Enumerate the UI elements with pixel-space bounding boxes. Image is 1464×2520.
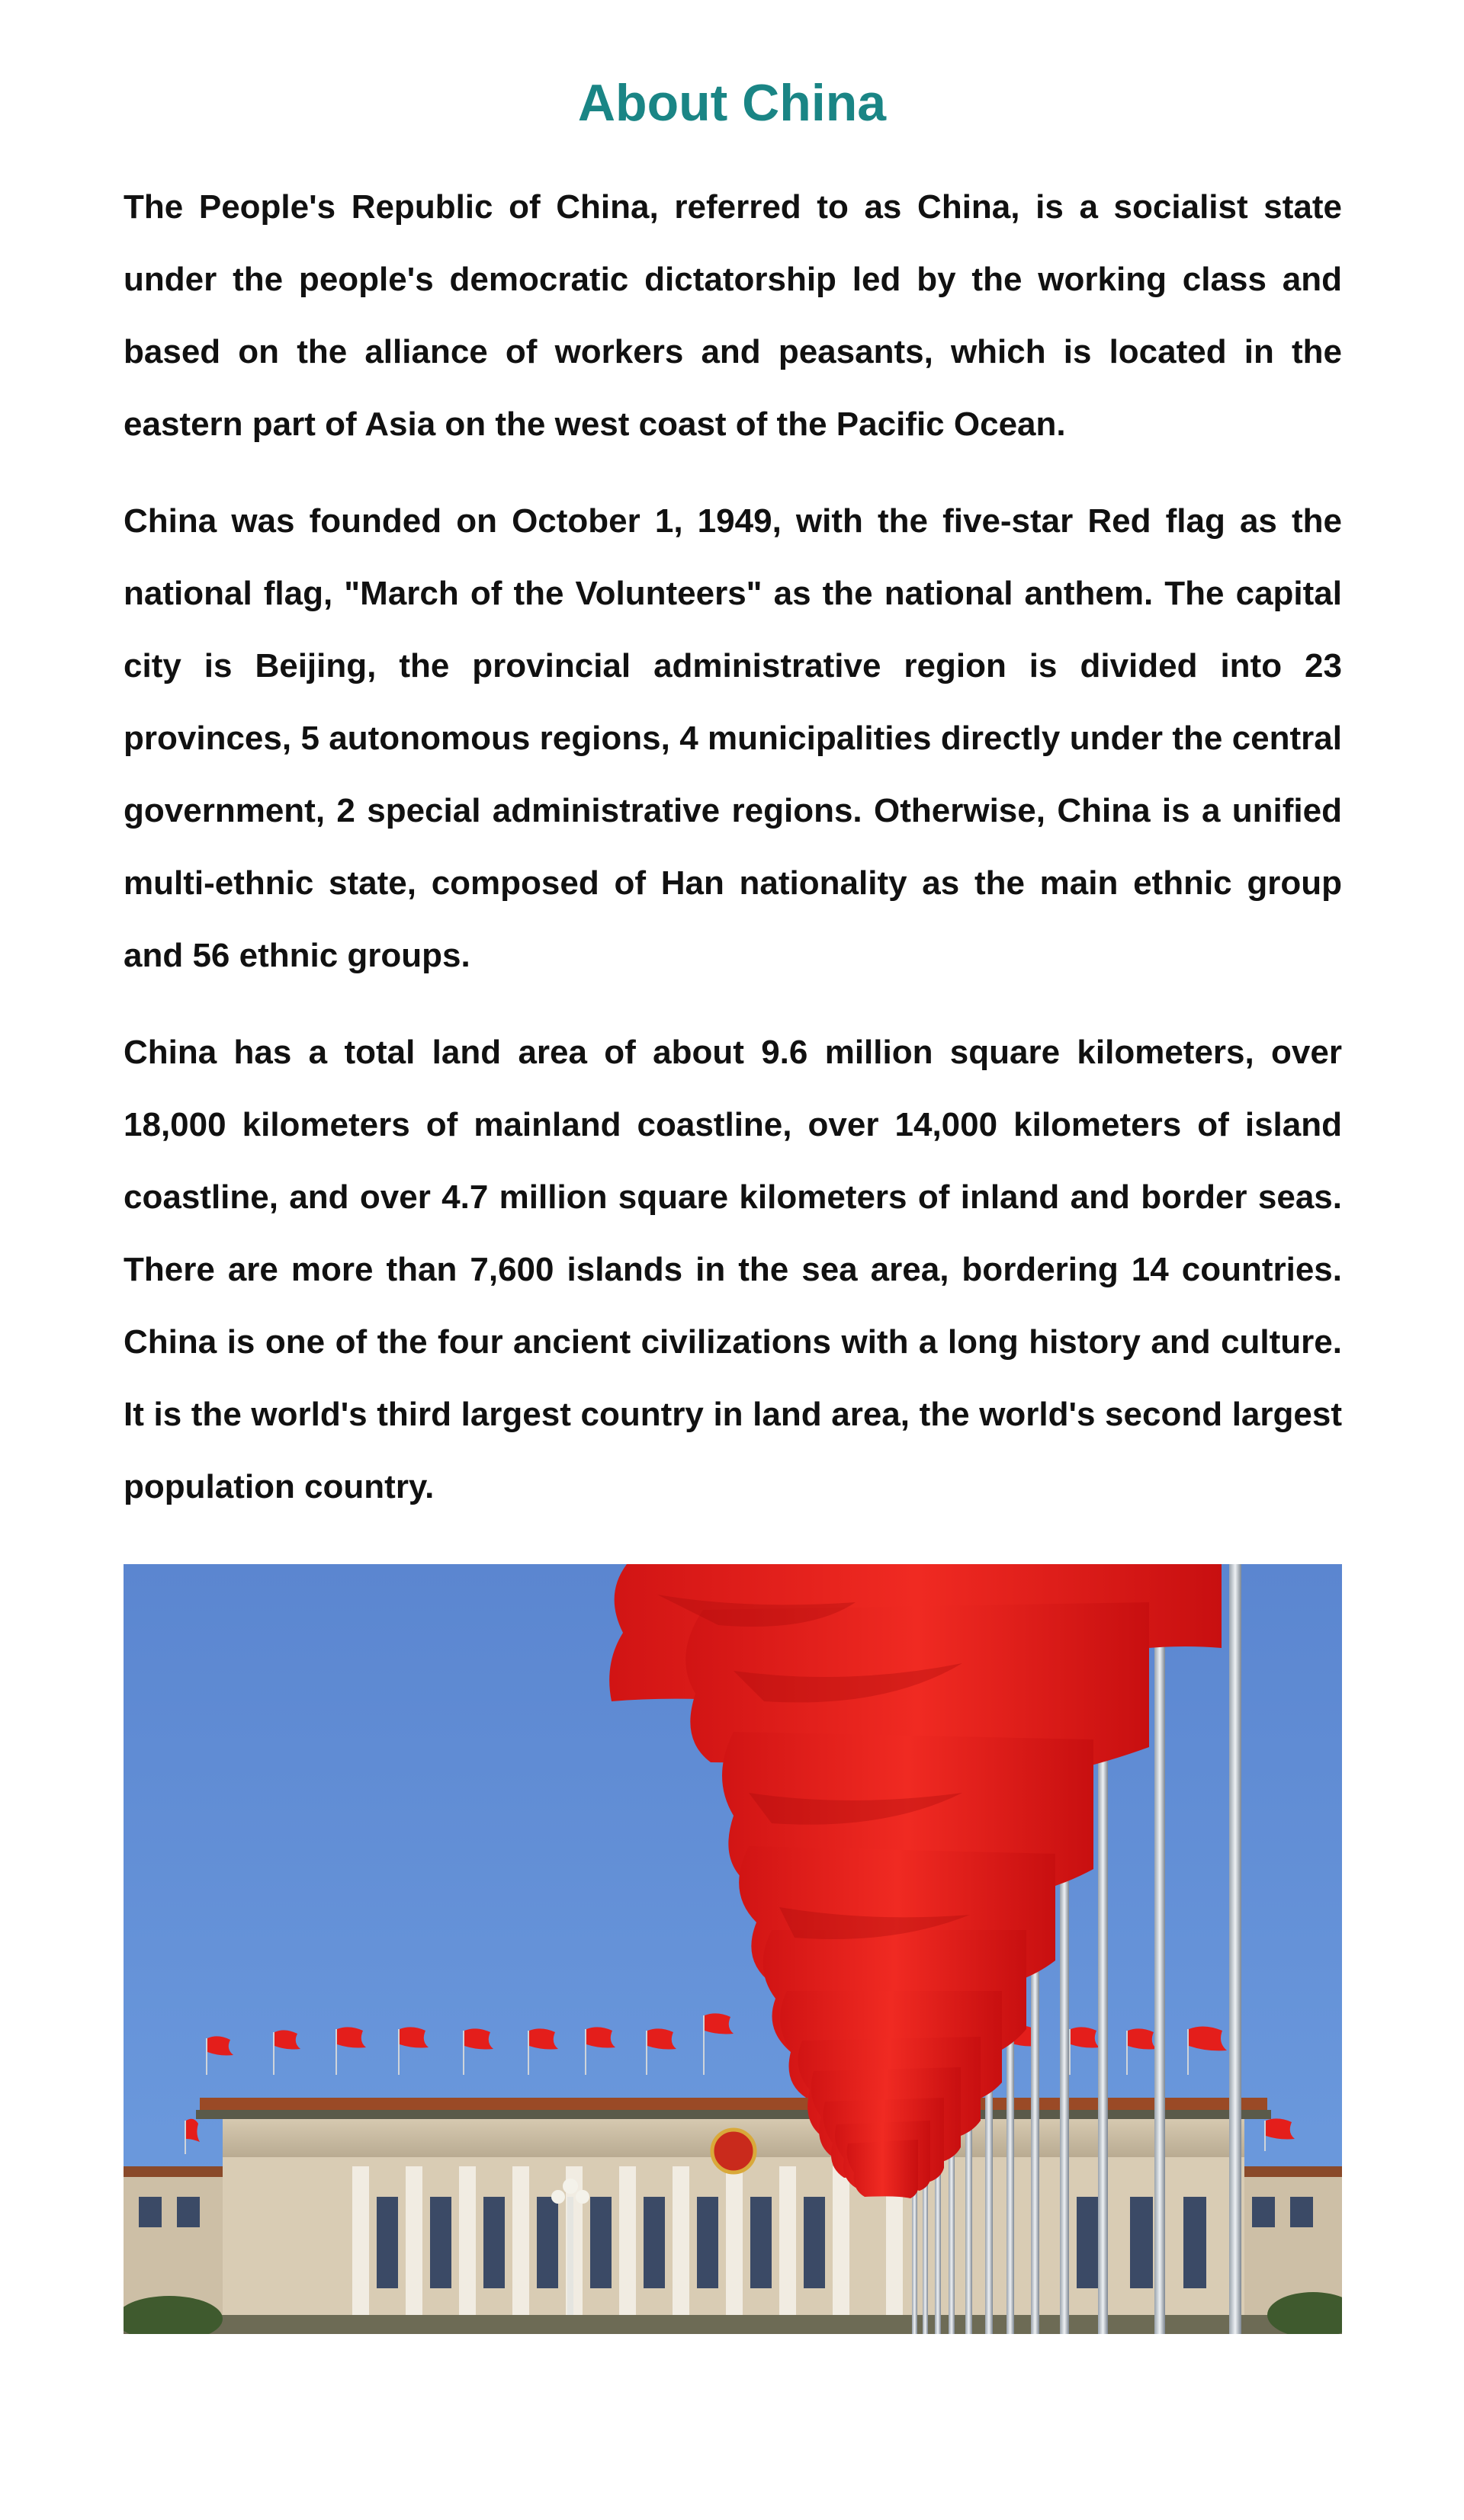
flags-photo bbox=[124, 1564, 1342, 2334]
paragraph-founding: China was founded on October 1, 1949, with the five-star Red flag as the national flag, "March of the Volunteers" as the national anthem. The capital city is Beijing, the provincial administrative region is divided into 23 provinces, 5 autonomous regions, 4 municipalities directly under the central government, 2 special administrative regions. Otherwise, China is a unified multi-ethnic state, composed of Han nationality as the main ethnic group and 56 ethnic groups. bbox=[124, 502, 1342, 974]
paragraph-geography: China has a total land area of about 9.6 million square kilometers, over 18,000 kilometers of mainland coastline, over 14,000 kilometers of island coastline, and over 4.7 million square kilometers of inland and border seas. There are more than 7,600 islands in the sea area, bordering 14 countries. China is one of the four ancient civilizations with a long history and culture. It is the world's third largest country in land area, the world's second largest population country. bbox=[124, 1034, 1342, 1505]
paragraph-intro: The People's Republic of China, referred to as China, is a socialist state under the people's democratic dictatorship led by the working class and based on the alliance of workers and peasants, which is located in the eastern part of Asia on the west coast of the Pacific Ocean. bbox=[124, 188, 1342, 443]
page-title: About China bbox=[577, 74, 887, 132]
red-flags-great-hall-photo-icon bbox=[124, 1564, 1342, 2334]
